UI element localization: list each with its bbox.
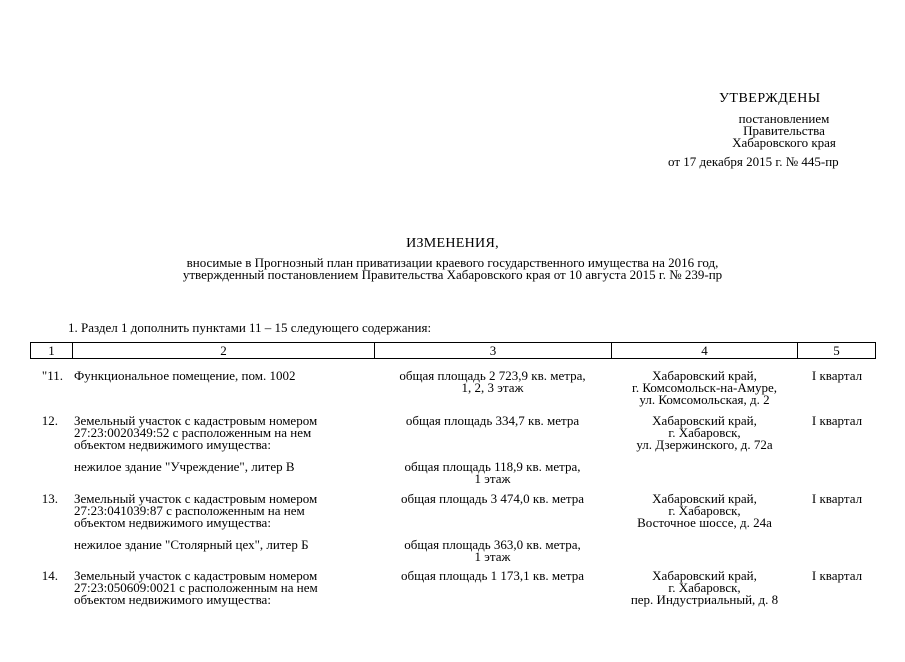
header-col-1: 1 xyxy=(30,342,73,359)
changes-table xyxy=(30,342,876,662)
row-description: Земельный участок с кадастровым номером xyxy=(74,568,318,583)
row-area: общая площадь 2 723,9 кв. метра, xyxy=(399,368,586,383)
row-number: 12. xyxy=(41,413,58,428)
row-address: ул. Дзержинского, д. 72а xyxy=(636,437,773,452)
row-address: Хабаровский край, xyxy=(652,568,757,583)
header-col-2: 2 xyxy=(72,342,375,359)
row-description: Функциональное помещение, пом. 1002 xyxy=(74,368,296,383)
row-number: "11. xyxy=(41,368,63,383)
row-address: Восточное шоссе, д. 24а xyxy=(637,515,772,530)
document-title: ИЗМЕНЕНИЯ, xyxy=(406,236,499,251)
row-description: Земельный участок с кадастровым номером xyxy=(74,413,318,428)
header-col-4: 4 xyxy=(611,342,798,359)
row-quarter: I квартал xyxy=(811,413,863,428)
document-subtitle-line-1: вносимые в Прогнозный план приватизации краевого государственного имущества на 2016 год, xyxy=(186,255,719,270)
row-quarter: I квартал xyxy=(811,368,863,383)
approval-line-2: Правительства xyxy=(743,123,825,138)
row-description: Земельный участок с кадастровым номером xyxy=(74,491,318,506)
row-area: 1, 2, 3 этаж xyxy=(461,380,524,395)
row-address: Хабаровский край, xyxy=(652,413,757,428)
header-col-3: 3 xyxy=(374,342,612,359)
header-col-5: 5 xyxy=(797,342,876,359)
row-description: объектом недвижимого имущества: xyxy=(74,437,271,452)
row-description: 27:23:0020349:52 с расположенным на нем xyxy=(74,425,312,440)
section-intro: 1. Раздел 1 дополнить пунктами 11 – 15 следующего содержания: xyxy=(68,320,432,335)
row-address: г. Хабаровск, xyxy=(668,425,741,440)
row-quarter: I квартал xyxy=(811,568,863,583)
document-subtitle-line-2: утвержденный постановлением Правительства Хабаровского края от 10 августа 2015 г. № 239-пр xyxy=(182,267,723,282)
row-description: 27:23:041039:87 с расположенным на нем xyxy=(74,503,305,518)
row-description: объектом недвижимого имущества: xyxy=(74,592,271,607)
row-number: 14. xyxy=(41,568,58,583)
row-address: г. Хабаровск, xyxy=(668,580,741,595)
row-sub-description: нежилое здание "Учреждение", литер В xyxy=(74,459,295,474)
row-address: Хабаровский край, xyxy=(652,368,757,383)
row-sub-area: общая площадь 118,9 кв. метра, xyxy=(404,459,581,474)
approval-date: от 17 декабря 2015 г. № 445-пр xyxy=(668,154,839,169)
row-area: общая площадь 334,7 кв. метра xyxy=(405,413,580,428)
approval-heading: УТВЕРЖДЕНЫ xyxy=(719,91,821,106)
row-address: пер. Индустриальный, д. 8 xyxy=(630,592,779,607)
row-sub-area: 1 этаж xyxy=(474,549,511,564)
row-address: г. Комсомольск-на-Амуре, xyxy=(632,380,777,395)
row-address: ул. Комсомольская, д. 2 xyxy=(639,392,770,407)
approval-line-3: Хабаровского края xyxy=(732,135,836,150)
row-quarter: I квартал xyxy=(811,491,863,506)
row-sub-area: общая площадь 363,0 кв. метра, xyxy=(404,537,581,552)
row-address: г. Хабаровск, xyxy=(668,503,741,518)
row-sub-area: 1 этаж xyxy=(474,471,511,486)
row-sub-description: нежилое здание "Столярный цех", литер Б xyxy=(74,537,309,552)
row-description: объектом недвижимого имущества: xyxy=(74,515,271,530)
row-address: Хабаровский край, xyxy=(652,491,757,506)
approval-line-1: постановлением xyxy=(738,111,830,126)
row-area: общая площадь 1 173,1 кв. метра xyxy=(401,568,584,583)
row-description: 27:23:050609:0021 с расположенным на нем xyxy=(74,580,318,595)
row-number: 13. xyxy=(41,491,58,506)
row-area: общая площадь 3 474,0 кв. метра xyxy=(401,491,584,506)
